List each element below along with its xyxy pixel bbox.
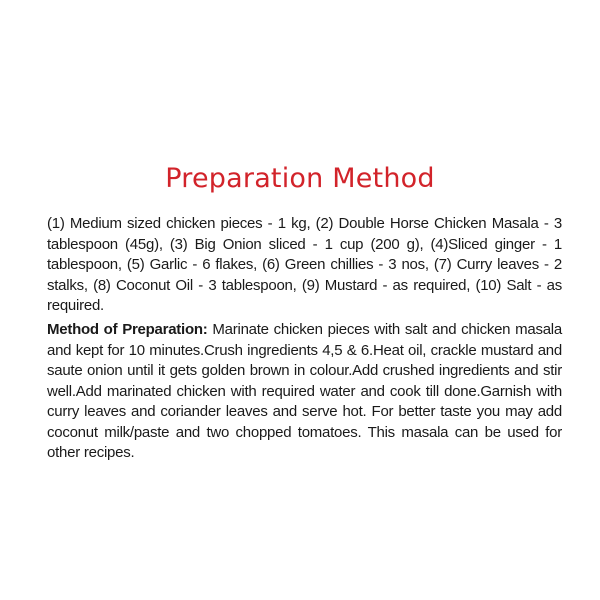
ingredients-list: (1) Medium sized chicken pieces - 1 kg, (2) Double Horse Chicken Masala - 3 tablespoon (45g), (3) Big Onion sliced - 1 cup (200 g), (4)Sliced ginger - 1 tablespoon, (5) Garlic - 6 flakes, (6) Green chillies - 3 nos, (7) Curry leaves - 2 stalks, (8) Coconut Oil - 3 tablespoon, (9) Mustard - as required, (10) Salt - as required. [47, 215, 562, 314]
method-text: Marinate chicken pieces with salt and chicken masala and kept for 10 minutes.Crush ingredients 4,5 & 6.Heat oil, crackle mustard and saute onion until it gets golden brown in colour.Add crushed ingredients and stir well.Add marinated chicken with required water and cook till done.Garnish with curry leaves and coriander leaves and serve hot. For better taste you may add coconut milk/paste and two chopped tomatoes. This masala can be used for other recipes. [47, 321, 562, 461]
method-of-preparation [47, 320, 562, 464]
method-label: Method of Preparation: [47, 321, 208, 338]
page-title: Preparation Method [165, 163, 435, 194]
